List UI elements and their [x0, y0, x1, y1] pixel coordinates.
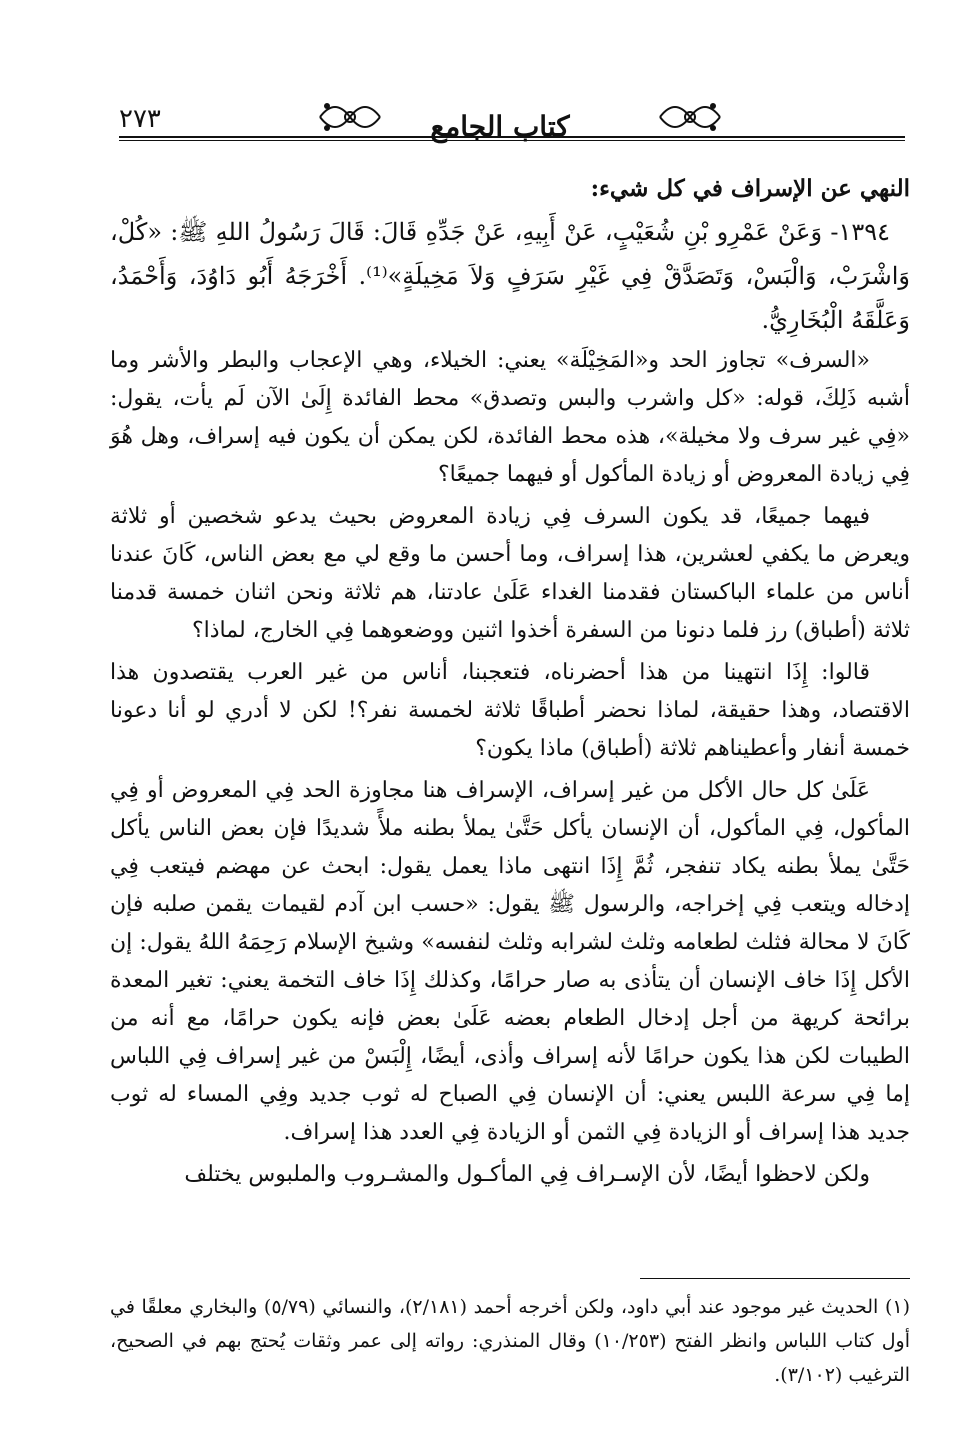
paragraph: ولكن لاحظوا أيضًا، لأن الإسـراف فِي المأكـول والمشـروب والملبوس يختلف: [184, 1162, 870, 1187]
section-title: النهي عن الإسراف في كل شيء:: [590, 175, 910, 202]
page-number: ٢٧٣: [119, 104, 161, 134]
book-title: كتاب الجامع: [430, 110, 570, 143]
page-body: [110, 170, 910, 1194]
footnote-divider: [640, 1278, 910, 1279]
page-header: [95, 78, 905, 148]
paragraph: عَلَىٰ كل حال الأكل من غير إسراف، الإسراف هنا مجاوزة الحد فِي المعروض أو فِي المأكول، فِي المأكول، أن الإنسان يأكل حَتَّىٰ يملأ بطنه ملأً شديدًا فإن بعض الناس يأكل حَتَّىٰ يملأ بطنه يكاد تنفجر، ثُمَّ إِذَا انتهى ماذا يعمل يقول: ابحث عن مهضم فيتعب فِي إدخاله ويتعب فِي إخراجه، والرسول ﷺ يقول: «حسب ابن آدم لقيمات يقمن صلبه فإن كَانَ لا محالة فثلث لطعامه وثلث لشرابه وثلث لنفسه» وشيخ الإسلام رَحِمَهُ اللهُ يقول: إن الأكل إِذَا خاف الإنسان أن يتأذى به صار حرامًا، وكذلك إِذَا خاف التخمة يعني: تغير المعدة برائحة كريهة من أجل إدخال الطعام بعضه عَلَىٰ بعض فإنه يكون حرامًا، مع أنه من الطيبات لكن هذا يكون حرامًا لأنه إسراف وأذى، أيضًا، إِلْبَسْ من غير إسراف فِي اللباس إما فِي سرعة اللبس يعني: أن الإنسان فِي الصباح له ثوب جديد وفِي المساء له ثوب جديد هذا إسراف أو الزيادة فِي الثمن أو الزيادة فِي العدد هذا إسراف.: [110, 778, 910, 1145]
footnote: (١) الحديث غير موجود عند أبي داود، ولكن أخرجه أحمد (٢/١٨١)، والنسائي (٥/٧٩) والبخاري معلقًا في أول كتاب اللباس وانظر الفتح (١٠/٢٥٣) وقال المنذري: رواته إلى عمر وثقات يُحتج بهم في الصحيح، الترغيب (٣/١٠٢).: [110, 1296, 911, 1386]
paragraph: «السرف» تجاوز الحد و«المَخِيْلَة» يعني: الخيلاء، وهي الإعجاب والبطر والأشر وما أشبه ذَلِكَ، قوله: «كل واشرب والبس وتصدق» محط الفائدة إِلَىٰ الآن لَم يأت، يقول: «فِي غير سرف ولا مخيلة»، هذه محط الفائدة، لكن يمكن أن يكون فيه إسراف، وهل هُوَ فِي زيادة المعروض أو زيادة المأكول أو فيهما جميعًا؟: [110, 348, 910, 487]
ornament-icon: [655, 92, 725, 142]
header-divider: [119, 136, 905, 141]
paragraph: قالوا: إِذَا انتهينا من هذا أحضرناه، فتعجبنا، أناس من غير العرب يقتصدون هذا الاقتصاد، وهذا حقيقة، لماذا نحضر أطباقًا ثلاثة لخمسة نفر؟! لكن لا أدري لو أنا دعونا خمسة أنفار وأعطيناهم ثلاثة (أطباق) ماذا يكون؟: [110, 660, 910, 761]
paragraph: فيهما جميعًا، قد يكون السرف فِي زيادة المعروض بحيث يدعو شخصين أو ثلاثة ويعرض ما يكفي لعشرين، هذا إسراف، وما أحسن ما وقع لي مع بعض الناس، كَانَ عندنا أناس من علماء الباكستان فقدمنا الغداء عَلَىٰ عادتنا، هم ثلاثة ونحن اثنان خمسة قدمنا ثلاثة (أطباق) رز فلما دنونا من السفرة أخذوا اثنين ووضعوهما فِي الخارج، لماذا؟: [110, 504, 910, 643]
hadith-text: ١٣٩٤- وَعَنْ عَمْرِو بْنِ شُعَيْبٍ، عَنْ أَبِيهِ، عَنْ جَدِّهِ قَالَ: قَالَ رَسُولُ اللهِ ﷺ: «كُلْ، وَاشْرَبْ، وَالْبَسْ، وَتَصَدَّقْ فِي غَيْرِ سَرَفٍ وَلاَ مَخِيلَةٍ»⁽¹⁾. أَخْرَجَهُ أَبُو دَاوُدَ، وَأَحْمَدُ، وَعَلَّقَهُ الْبُخَارِيُّ.: [110, 218, 910, 334]
